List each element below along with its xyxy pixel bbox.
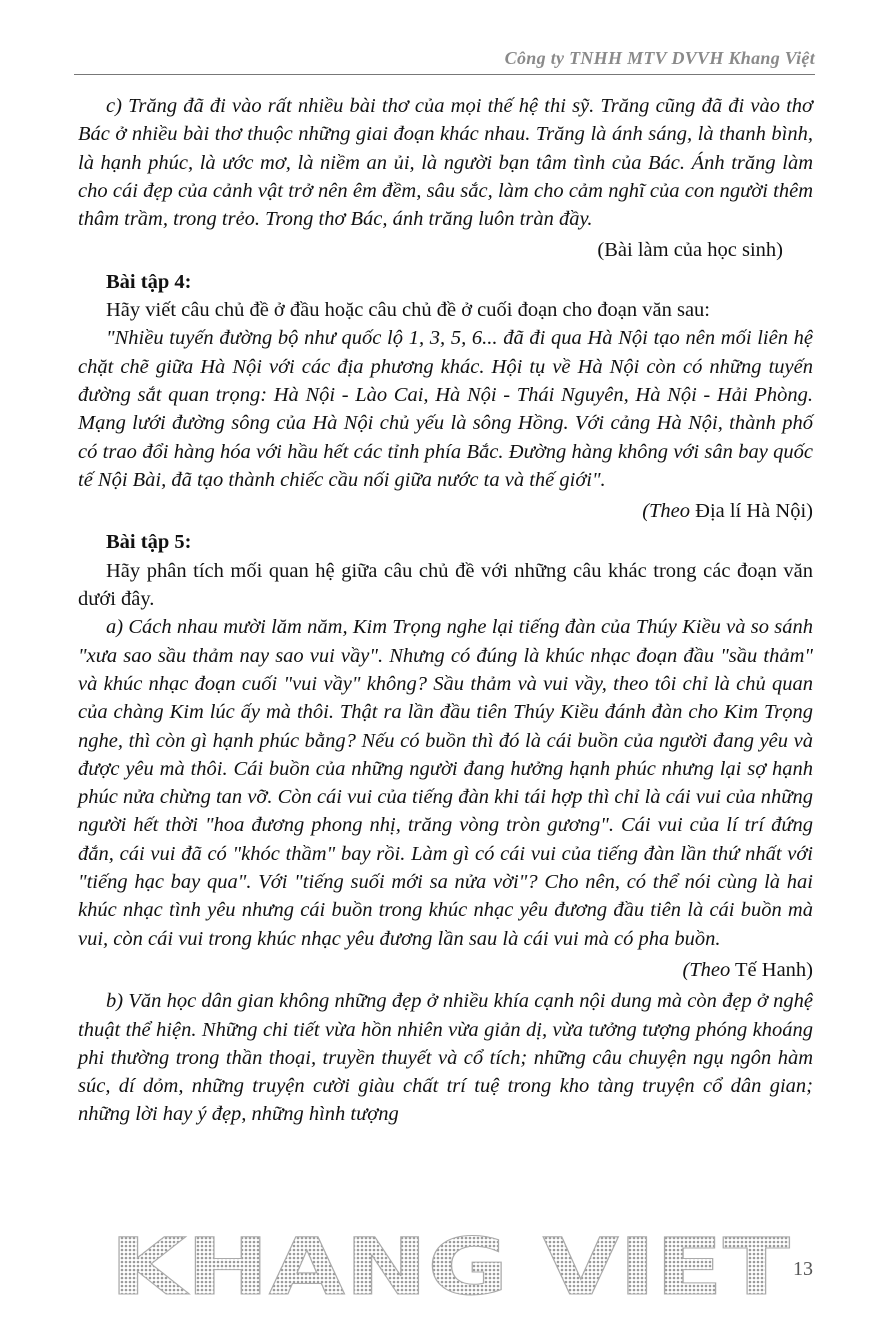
exercise-4-title: Bài tập 4: [106,270,192,293]
exercise-4-source-name: Địa lí Hà Nội) [690,500,813,523]
exercise-4-prompt: Hãy viết câu chủ đề ở đầu hoặc câu chủ đề ở cuối đoạn cho đoạn văn sau: [106,299,710,322]
page-content [78,92,813,1129]
exercise-5-part-b: b) Văn học dân gian không những đẹp ở nhiều khía cạnh nội dung mà còn đẹp ở nghệ thuật thể hiện. Những chi tiết vừa hồn nhiên vừa giản dị, vừa tưởng tượng phóng khoáng phi thường trong thần thoại, truyền thuyết và cổ tích; những câu chuyện ngụ ngôn hàm súc, dí dỏm, những truyện cười giàu chất trí tuệ trong kho tàng truyện cổ dân gian; những lời hay ý đẹp, những hình tượng [78,990,813,1126]
exercise-5-a-source-theo: (Theo [682,958,731,981]
exercise-5-part-a: a) Cách nhau mười lăm năm, Kim Trọng nghe lại tiếng đàn của Thúy Kiều và so sánh "xưa sao sầu thảm nay sao vui vầy". Nhưng có đúng là khúc nhạc đoạn đầu "sầu thảm" và khúc nhạc đoạn cuối "vui vầy" không? Sầu thảm và vui vầy, theo tôi chỉ là chủ quan của chàng Kim lúc ấy mà thôi. Thật ra lần đầu tiên Thúy Kiều đánh đàn cho Kim Trọng nghe, thì còn gì hạnh phúc bằng? Nếu có buồn thì đó là cái buồn của người đang yêu và được yêu mà thôi. Cái buồn của những người đang hưởng hạnh phúc nhưng lại sợ hạnh phúc nửa chừng tan vỡ. Còn cái vui của tiếng đàn khi tái hợp thì chỉ là cái vui của những người hết thời "hoa đương phong nhị, trăng vòng tròn gương". Cái vui của lí trí đứng đắn, cái vui đã có "khóc thầm" bay rồi. Làm gì có cái vui của tiếng đàn lần thứ nhất với "tiếng hạc bay qua". Với "tiếng suối mới sa nửa vời"? Cho nên, có thể nói cùng là hai khúc nhạc tình yêu nhưng cái buồn trong khúc nhạc yêu đương đầu tiên là cái buồn mà vui, còn cái vui trong khúc nhạc yêu đương lần sau là cái vui mà có pha buồn. [78,616,813,950]
exercise-5-a-source-name: Tế Hanh) [730,958,813,981]
paragraph-c: c) Trăng đã đi vào rất nhiều bài thơ của mọi thế hệ thi sỹ. Trăng cũng đã đi vào thơ Bác ở nhiều bài thơ thuộc những giai đoạn khác nhau. Trăng là ánh sáng, là thanh bình, là hạnh phúc, là ước mơ, là niềm an ủi, là người bạn tâm tình của Bác. Ánh trăng làm cho cái đẹp của cảnh vật trở nên êm đềm, sâu sắc, làm cho cảm nghĩ của con người thêm thâm trầm, trong trẻo. Trong thơ Bác, ánh trăng luôn tràn đầy. [78,95,813,231]
exercise-4-source-theo: (Theo [642,500,691,523]
exercise-4-text: "Nhiều tuyến đường bộ như quốc lộ 1, 3, 5, 6... đã đi qua Hà Nội tạo nên mối liên hệ chặt chẽ giữa Hà Nội với các địa phương khác. Hội tụ về Hà Nội còn có những tuyến đường sắt quan trọng: Hà Nội - Lào Cai, Hà Nội - Thái Nguyên, Hà Nội - Hải Phòng. Mạng lưới đường sông của Hà Nội chủ yếu là sông Hồng. Với cảng Hà Nội, thành phố có trao đổi hàng hóa với hầu hết các tỉnh phía Bắc. Đường hàng không với sân bay quốc tế Nội Bài, đã tạo thành chiếc cầu nối giữa nước ta và thế giới". [78,327,813,491]
exercise-5-title: Bài tập 5: [106,531,192,554]
exercise-5-a-source [78,956,813,984]
page-header [74,44,815,75]
publisher-header: Công ty TNHH MTV DVVH Khang Việt [504,48,815,68]
source-c-text: (Bài làm của học sinh) [597,239,783,262]
khang-viet-watermark [100,1232,800,1302]
page-number: 13 [793,1258,813,1280]
source-c [78,236,813,264]
exercise-5-prompt: Hãy phân tích mối quan hệ giữa câu chủ đề với những câu khác trong các đoạn văn dưới đây. [78,559,813,611]
watermark-text: KHANG VIET [110,1232,790,1302]
exercise-4-source [78,497,813,525]
